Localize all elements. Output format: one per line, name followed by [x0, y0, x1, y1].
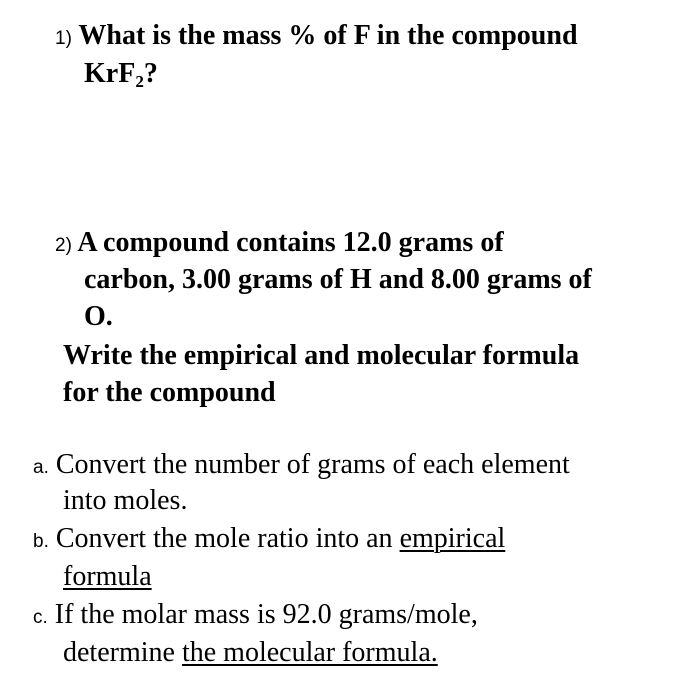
question-1-line-1: [55, 22, 578, 50]
question-2-text-1: A compound contains 12.0 grams of: [77, 227, 504, 258]
question-2-line-3: O.: [84, 301, 113, 332]
question-1-number: 1): [55, 28, 72, 49]
empirical-underlined: empirical: [399, 523, 506, 554]
step-c-text-2: determine: [63, 637, 182, 668]
step-c-line-1: [33, 601, 478, 629]
step-c-marker: c.: [33, 607, 48, 628]
molecular-formula-underlined: the molecular formula.: [181, 637, 438, 668]
formula-underlined: formula: [63, 561, 152, 592]
step-b-line-2: [63, 563, 152, 591]
question-1-text: What is the mass % of F in the compound: [78, 20, 578, 51]
question-2-line-2: carbon, 3.00 grams of H and 8.00 grams of: [84, 264, 592, 295]
formula-suffix: ?: [143, 58, 158, 89]
step-b-text-1: Convert the mole ratio into an: [55, 523, 400, 554]
step-b-line-1: [33, 525, 505, 553]
step-a-line-1: [33, 451, 570, 479]
formula-prefix: KrF: [84, 58, 136, 89]
step-a-line-2: into moles.: [63, 485, 188, 516]
instruction-line-1: Write the empirical and molecular formula: [63, 340, 580, 371]
step-a-text-1: Convert the number of grams of each element: [55, 449, 570, 480]
step-c-line-2: [63, 639, 438, 667]
formula-subscript: 2: [135, 72, 144, 91]
instruction-line-2: for the compound: [63, 377, 276, 408]
step-a-marker: a.: [33, 457, 49, 478]
question-1-line-2: [84, 60, 158, 90]
step-c-text-1: If the molar mass is 92.0 grams/mole,: [54, 599, 478, 630]
question-2-line-1: [55, 229, 504, 257]
question-2-number: 2): [55, 235, 72, 256]
step-b-marker: b.: [33, 531, 49, 552]
